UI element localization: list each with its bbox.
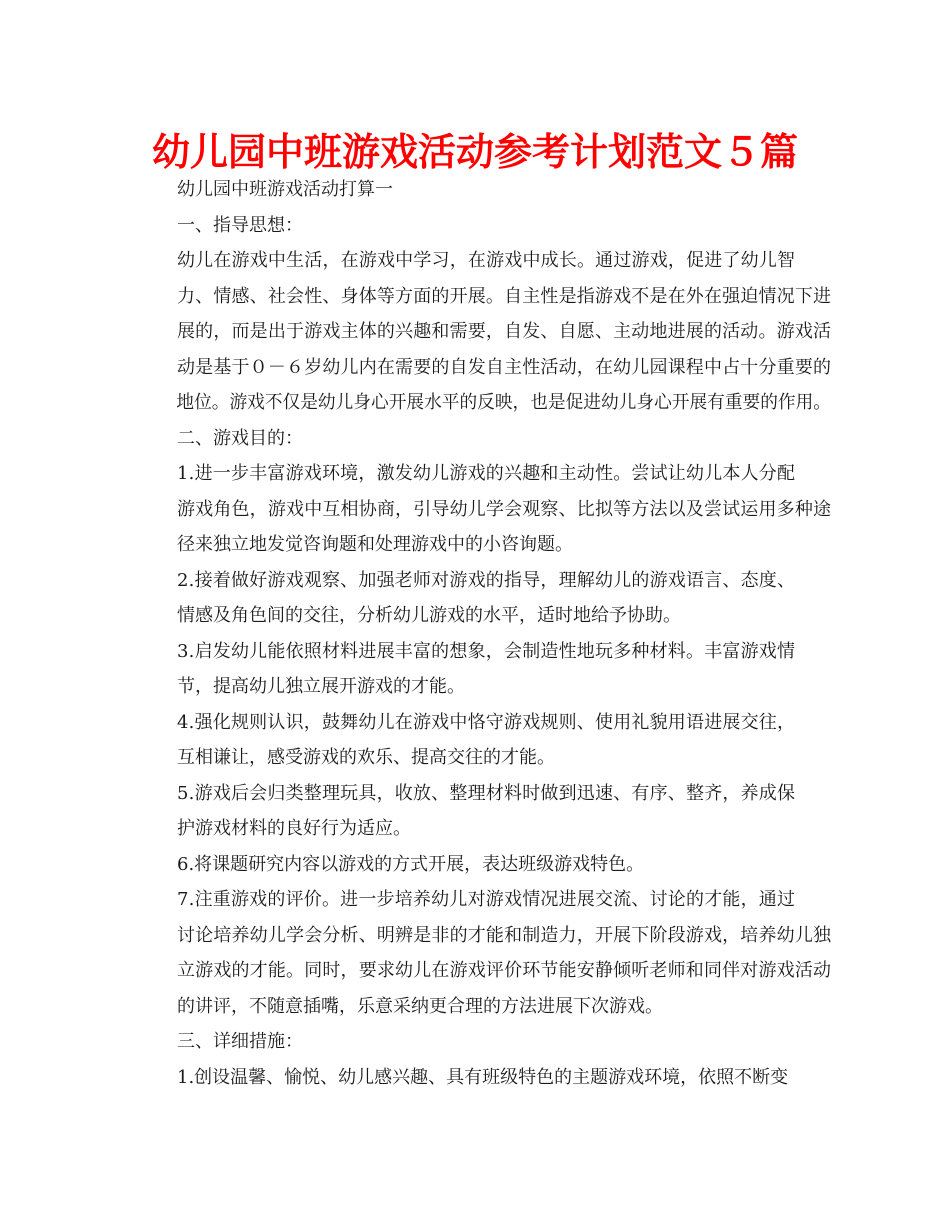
paragraph-line: 游戏角色，游戏中互相协商，引导幼儿学会观察、比拟等方法以及尝试运用多种途 [177,498,832,520]
paragraph-line: 7.注重游戏的评价。进一步培养幼儿对游戏情况进展交流、讨论的才能，通过 [177,889,796,910]
paragraph-line: 节，提高幼儿独立展开游戏的才能。 [177,676,465,697]
paragraph-line: 幼儿园中班游戏活动打算一 [177,179,393,200]
paragraph-line: 力、情感、社会性、身体等方面的开展。自主性是指游戏不是在外在强迫情况下进 [177,285,832,307]
paragraph [141,1060,831,1096]
paragraph-line: 讨论培养幼儿学会分析、明辨是非的才能和制造力，开展下阶段游戏，培养幼儿独 [177,924,832,946]
document-title: 幼儿园中班游戏活动参考计划范文５篇 [151,130,798,174]
paragraph [141,563,831,634]
paragraph-line: 情感及角色间的交往，分析幼儿游戏的水平，适时地给予协助。 [177,605,681,626]
paragraph-line: 径来独立地发觉咨询题和处理游戏中的小咨询题。 [177,534,573,555]
paragraph [141,208,831,244]
paragraph-line: 5.游戏后会归类整理玩具，收放、整理材料时做到迅速、有序、整齐，养成保 [177,782,796,804]
paragraph-line: 1.创设温馨、愉悦、幼儿感兴趣、具有班级特色的主题游戏环境，依照不断变 [177,1066,789,1088]
paragraph-line: 二、游戏目的： [177,427,303,449]
paragraph-line: 2.接着做好游戏观察、加强老师对游戏的指导，理解幼儿的游戏语言、态度、 [177,569,796,591]
paragraph [141,705,831,776]
paragraph [141,172,831,208]
paragraph-line: 动是基于０－６岁幼儿内在需要的自发自主性活动，在幼儿园课程中占十分重要的 [177,356,832,378]
paragraph-line: 4.强化规则认识，鼓舞幼儿在游戏中恪守游戏规则、使用礼貌用语进展交往， [177,711,796,733]
paragraph [141,847,831,883]
paragraph [141,882,831,1024]
paragraph-line: 护游戏材料的良好行为适应。 [177,818,411,839]
paragraph [141,243,831,421]
paragraph-line: 3.启发幼儿能依照材料进展丰富的想象，会制造性地玩多种材料。丰富游戏情 [177,640,796,662]
paragraph [141,421,831,457]
paragraph-line: 幼儿在游戏中生活，在游戏中学习，在游戏中成长。通过游戏，促进了幼儿智 [177,250,796,271]
paragraph-line: 展的，而是出于游戏主体的兴趣和需要，自发、自愿、主动地进展的活动。游戏活 [177,321,832,342]
paragraph [141,1024,831,1060]
paragraph-line: 互相谦让，感受游戏的欢乐、提高交往的才能。 [177,747,555,768]
paragraph [141,776,831,847]
paragraph-line: 的讲评，不随意插嘴，乐意采纳更合理的方法进展下次游戏。 [177,995,663,1017]
paragraph-line: 1.进一步丰富游戏环境，激发幼儿游戏的兴趣和主动性。尝试让幼儿本人分配 [177,463,796,484]
paragraph [141,456,831,563]
paragraph-line: 地位。游戏不仅是幼儿身心开展水平的反映，也是促进幼儿身心开展有重要的作用。 [176,392,831,413]
document-body [141,172,831,1095]
paragraph [141,634,831,705]
paragraph-line: 一、指导思想： [177,214,303,236]
paragraph-line: 6.将课题研究内容以游戏的方式开展，表达班级游戏特色。 [177,853,645,875]
paragraph-line: 立游戏的才能。同时，要求幼儿在游戏评价环节能安静倾听老师和同伴对游戏活动 [177,960,832,981]
paragraph-line: 三、详细措施： [177,1031,303,1052]
